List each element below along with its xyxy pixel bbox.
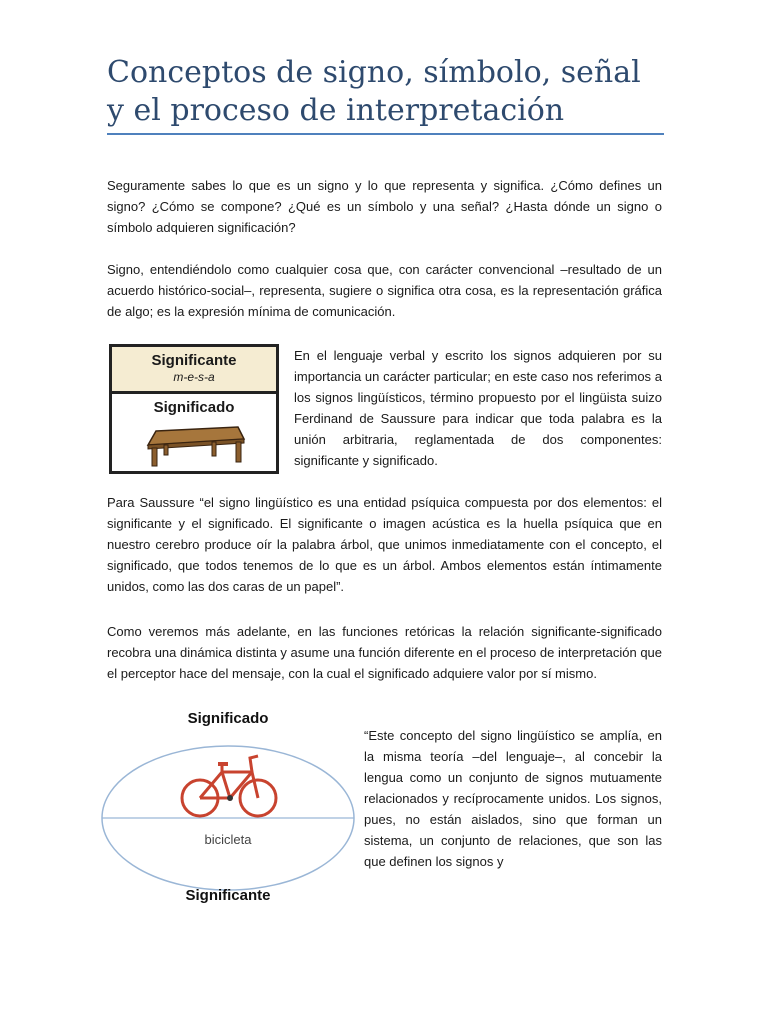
figure-label-significante: Significante xyxy=(151,352,237,369)
figure-significante-significado-mesa xyxy=(109,344,279,474)
figure-label-significado: Significado xyxy=(187,710,269,727)
figure-word-bicicleta: bicicleta xyxy=(204,832,252,847)
figure-label-significado: Significado xyxy=(153,399,235,416)
table-illustration xyxy=(142,421,246,469)
bicycle-ellipse-illustration xyxy=(100,728,356,892)
paragraph-sign-definition: Signo, entendiéndolo como cualquier cosa que, con carácter convencional –resultado de un acuerdo histórico-social–, representa, sugiere o significa otra cosa, es la representación gráfica de algo; es la expresión mínima de comunicación. xyxy=(107,262,662,319)
paragraph-language-system: “Este concepto del signo lingüístico se amplía, en la misma teoría –del lenguaje–, al concebir la lengua como un conjunto de signos mutuamente relacionados y recíprocamente unidos. Los signos, pues, no están aislados, sino que forman un sistema, un conjunto de relaciones, que son las que definen los signos y xyxy=(364,728,662,869)
figure-label-significante: Significante xyxy=(185,887,271,904)
figure-bicicleta xyxy=(100,708,356,912)
paragraph-rhetorical-functions: Como veremos más adelante, en las funciones retóricas la relación significante-significado recobra una dinámica distinta y asume una función diferente en el proceso de interpretación que el perceptor hace del mensaje, con la cual el significado adquiere valor por sí mismo. xyxy=(107,624,663,681)
page-title: Conceptos de signo, símbolo, señal y el proceso de interpretación xyxy=(107,55,641,128)
title-divider xyxy=(107,133,664,135)
figure-word-mesa: m-e-s-a xyxy=(173,370,215,384)
paragraph-saussure-quote: Para Saussure “el signo lingüístico es una entidad psíquica compuesta por dos elementos: el significante y el significado. El significante o imagen acústica es la huella psíquica que en nuestro cerebro produce oír la palabra árbol, que unimos inmediatamente con el concepto, el significado, que todos tenemos de lo que es un árbol. Ambos elementos están íntimamente unidos, como las dos caras de un papel”. xyxy=(107,495,662,594)
paragraph-intro: Seguramente sabes lo que es un signo y lo que representa y significa. ¿Cómo defines un signo? ¿Cómo se compone? ¿Qué es un símbolo y una señal? ¿Hasta dónde un signo o símbolo adquieren significación? xyxy=(107,178,662,235)
paragraph-linguistic-signs: En el lenguaje verbal y escrito los signos adquieren por su importancia un carácter particular; en este caso nos referimos a los signos lingüísticos, término propuesto por el lingüista suizo Ferdinand de Saussure para indicar que toda palabra es la unión arbitraria, reglamentada de dos componentes: significante y significado. xyxy=(294,348,662,468)
